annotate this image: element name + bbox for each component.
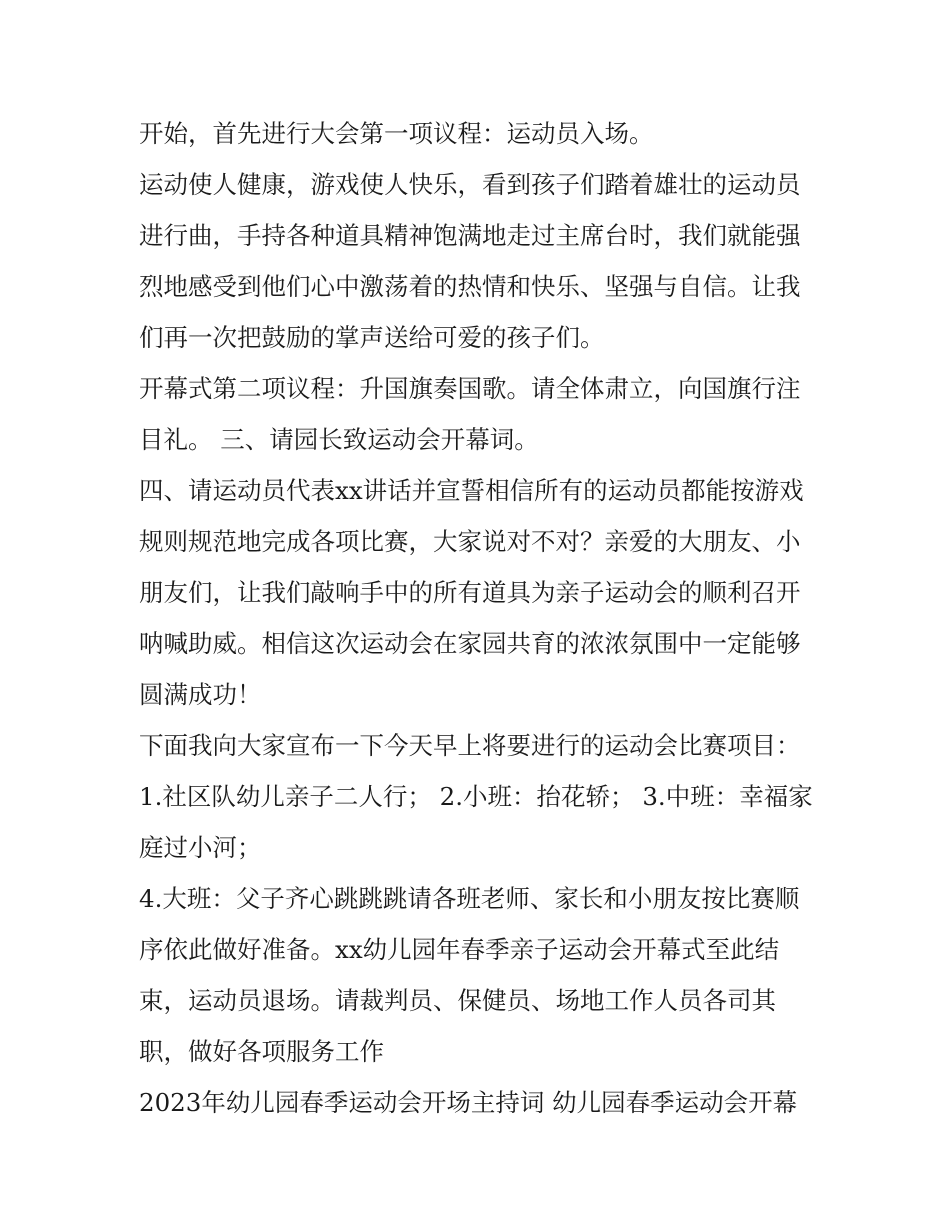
paragraph-flag-ceremony: 开幕式第二项议程：升国旗奏国歌。请全体肃立，向国旗行注目礼。 三、请园长致运动会开幕词。 (139, 374, 801, 454)
paragraph-title-footer: 2023年幼儿园春季运动会开场主持词 幼儿园春季运动会开幕 (139, 1088, 798, 1117)
paragraph-opening: 开始，首先进行大会第一项议程：运动员入场。 (139, 119, 654, 148)
paragraph-athlete-oath: 四、请运动员代表xx讲话并宣誓相信所有的运动员都能按游戏规则规范地完成各项比赛，大家说对不对？亲爱的大朋友、小朋友们，让我们敲响手中的所有道具为亲子运动会的顺利召开呐喊助威。相信这次运动会在家园共育的浓浓氛围中一定能够圆满成功！ (139, 476, 804, 709)
document-body (139, 108, 819, 1128)
paragraph-events-list: 1.社区队幼儿亲子二人行； 2.小班：抬花轿； 3.中班：幸福家庭过小河； (139, 782, 813, 862)
paragraph-closing: 4.大班：父子齐心跳跳跳请各班老师、家长和小朋友按比赛顺序依此做好准备。xx幼儿园年春季亲子运动会开幕式至此结束，运动员退场。请裁判员、保健员、场地工作人员各司其职，做好各项服务工作 (139, 884, 800, 1066)
paragraph-athletes-entry: 运动使人健康，游戏使人快乐，看到孩子们踏着雄壮的运动员进行曲，手持各种道具精神饱满地走过主席台时，我们就能强烈地感受到他们心中激荡着的热情和快乐、坚强与自信。让我们再一次把鼓励的掌声送给可爱的孩子们。 (139, 170, 801, 352)
paragraph-events-announcement: 下面我向大家宣布一下今天早上将要进行的运动会比赛项目： (139, 731, 801, 760)
